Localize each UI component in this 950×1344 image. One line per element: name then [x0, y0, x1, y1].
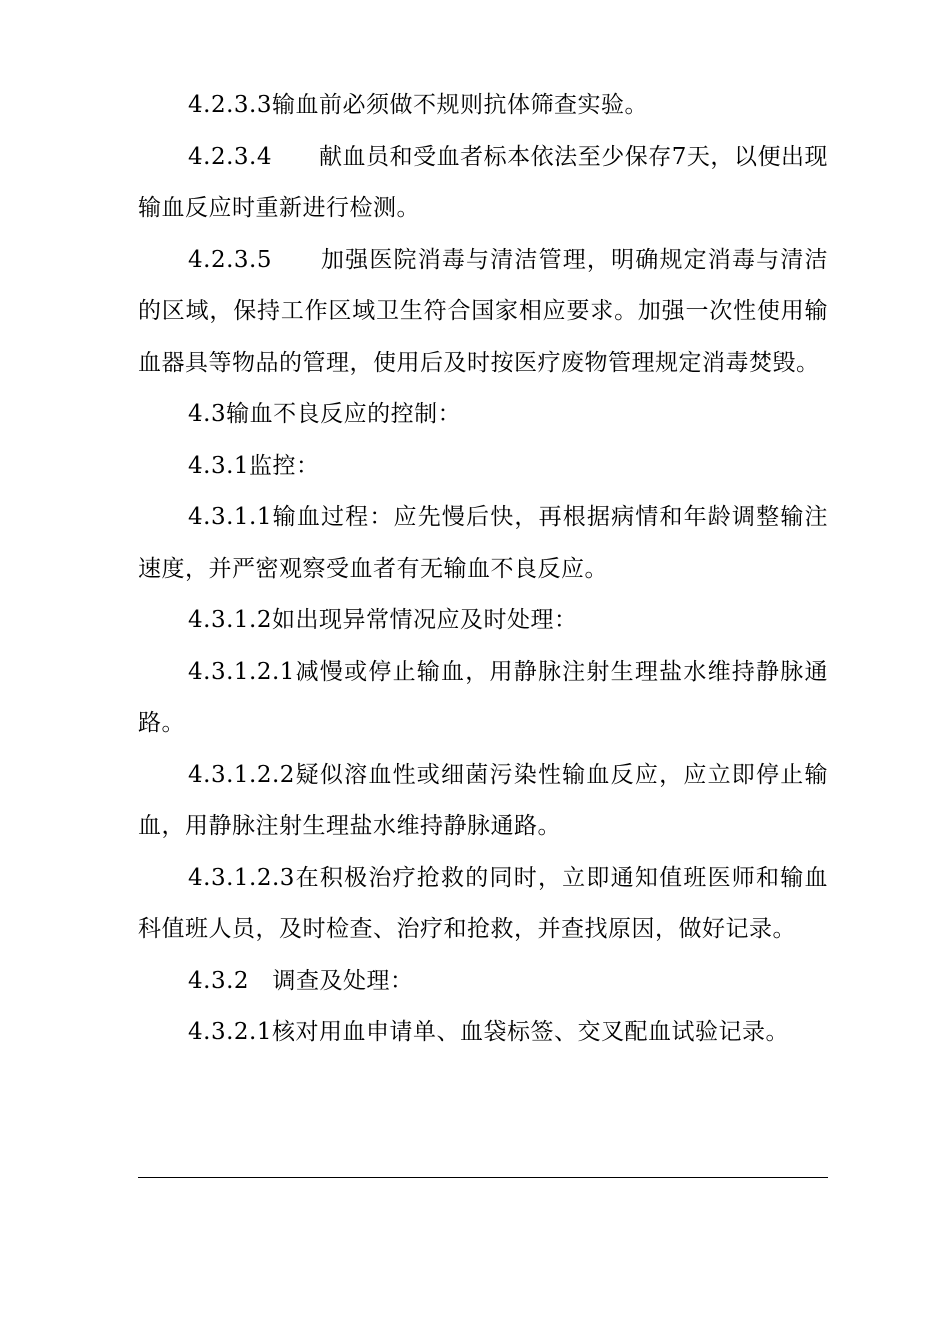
document-body — [138, 80, 828, 1059]
paragraph-4-3-1-2: 4.3.1.2如出现异常情况应及时处理： — [188, 607, 578, 633]
paragraph-4-3-1-2-1: 4.3.1.2.1减慢或停止输血，用静脉注射生理盐水维持静脉通路。 — [138, 658, 828, 736]
paragraph-4-3-1-2-2: 4.3.1.2.2疑似溶血性或细菌污染性输血反应，应立即停止输血，用静脉注射生理盐水维持静脉通路。 — [138, 761, 828, 839]
paragraph-4-2-3-4: 4.2.3.4 献血员和受血者标本依法至少保存7天，以便出现输血反应时重新进行检测。 — [138, 143, 828, 221]
footer-divider — [138, 1177, 828, 1178]
heading-4-3-2: 4.3.2 调查及处理： — [188, 967, 414, 994]
heading-4-3: 4.3输血不良反应的控制： — [188, 401, 462, 427]
heading-4-3-1: 4.3.1监控： — [188, 452, 320, 479]
paragraph-4-3-2-1: 4.3.2.1核对用血申请单、血袋标签、交叉配血试验记录。 — [188, 1019, 789, 1045]
paragraph-4-3-1-1: 4.3.1.1输血过程：应先慢后快，再根据病情和年龄调整输注速度，并严密观察受血者有无输血不良反应。 — [138, 504, 828, 582]
paragraph-4-3-1-2-3: 4.3.1.2.3在积极治疗抢救的同时，立即通知值班医师和输血科值班人员，及时检查、治疗和抢救，并查找原因，做好记录。 — [138, 864, 828, 942]
paragraph-4-2-3-5: 4.2.3.5 加强医院消毒与清洁管理，明确规定消毒与清洁的区域，保持工作区域卫生符合国家相应要求。加强一次性使用输血器具等物品的管理，使用后及时按医疗废物管理规定消毒焚毁。 — [138, 246, 828, 376]
paragraph-4-2-3-3: 4.2.3.3输血前必须做不规则抗体筛查实验。 — [188, 92, 648, 118]
